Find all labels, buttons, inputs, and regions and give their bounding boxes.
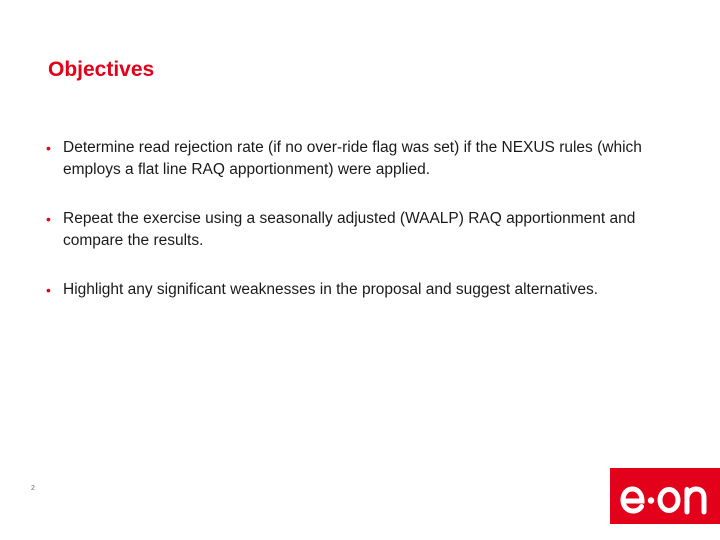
bullet-item <box>46 208 686 252</box>
bullet-text: Highlight any significant weaknesses in the proposal and suggest alternatives. <box>63 281 599 298</box>
bullet-dot-icon: • <box>46 282 51 298</box>
bullet-text: Determine read rejection rate (if no over-ride flag was set) if the NEXUS rules (which employs a flat line RAQ apportionment) were applied. <box>63 139 642 178</box>
bullet-text: Repeat the exercise using a seasonally adjusted (WAALP) RAQ apportionment and compare the results. <box>63 210 636 249</box>
bullet-item <box>46 137 686 181</box>
slide-title: Objectives <box>48 58 155 81</box>
page-number: 2 <box>31 485 35 492</box>
bullet-list <box>46 137 686 328</box>
eon-logo-mark <box>610 468 720 524</box>
bullet-dot-icon: • <box>46 211 51 227</box>
bullet-item <box>46 279 686 301</box>
eon-logo <box>610 468 720 524</box>
bullet-dot-icon: • <box>46 140 51 156</box>
